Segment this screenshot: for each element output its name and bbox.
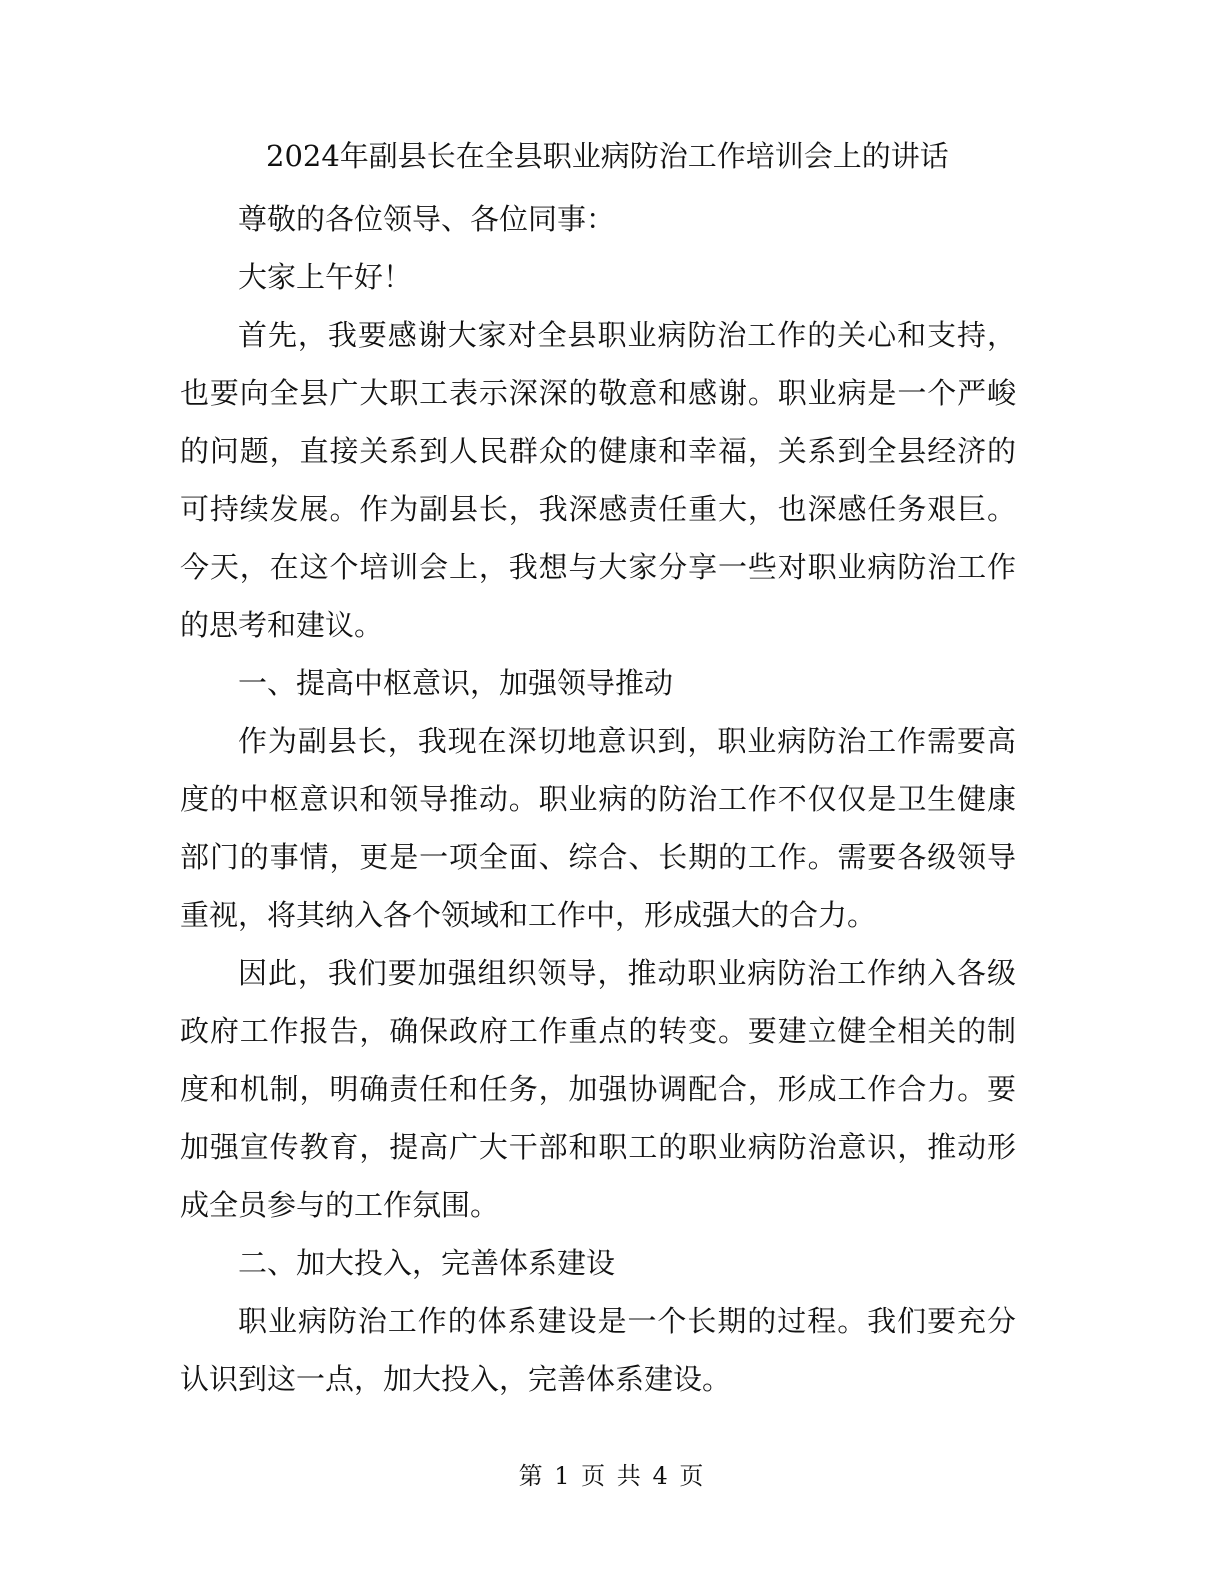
paragraph-intro: 首先，我要感谢大家对全县职业病防治工作的关心和支持，也要向全县广大职工表示深深的敬意和感谢。职业病是一个严峻的问题，直接关系到人民群众的健康和幸福，关系到全县经济的可持续发展。作为副县长，我深感责任重大，也深感任务艰巨。今天，在这个培训会上，我想与大家分享一些对职业病防治工作的思考和建议。 [180, 318, 1016, 642]
section-heading-2: 二、加大投入，完善体系建设 [238, 1246, 616, 1280]
paragraph-section-1a: 作为副县长，我现在深切地意识到，职业病防治工作需要高度的中枢意识和领导推动。职业病的防治工作不仅仅是卫生健康部门的事情，更是一项全面、综合、长期的工作。需要各级领导重视，将其纳入各个领域和工作中，形成强大的合力。 [180, 724, 1016, 932]
paragraph-section-2a: 职业病防治工作的体系建设是一个长期的过程。我们要充分认识到这一点，加大投入，完善体系建设。 [180, 1304, 1016, 1396]
document-title: 2024年副县长在全县职业病防治工作培训会上的讲话 [266, 139, 949, 173]
document-body [180, 132, 1016, 1408]
salutation: 尊敬的各位领导、各位同事： [238, 202, 616, 236]
greeting: 大家上午好！ [238, 260, 413, 294]
paragraph-section-1b: 因此，我们要加强组织领导，推动职业病防治工作纳入各级政府工作报告，确保政府工作重点的转变。要建立健全相关的制度和机制，明确责任和任务，加强协调配合，形成工作合力。要加强宣传教育，提高广大干部和职工的职业病防治意识，推动形成全员参与的工作氛围。 [180, 956, 1016, 1222]
page-number: 第 1 页 共 4 页 [518, 1462, 706, 1490]
section-heading-1: 一、提高中枢意识，加强领导推动 [238, 666, 674, 700]
